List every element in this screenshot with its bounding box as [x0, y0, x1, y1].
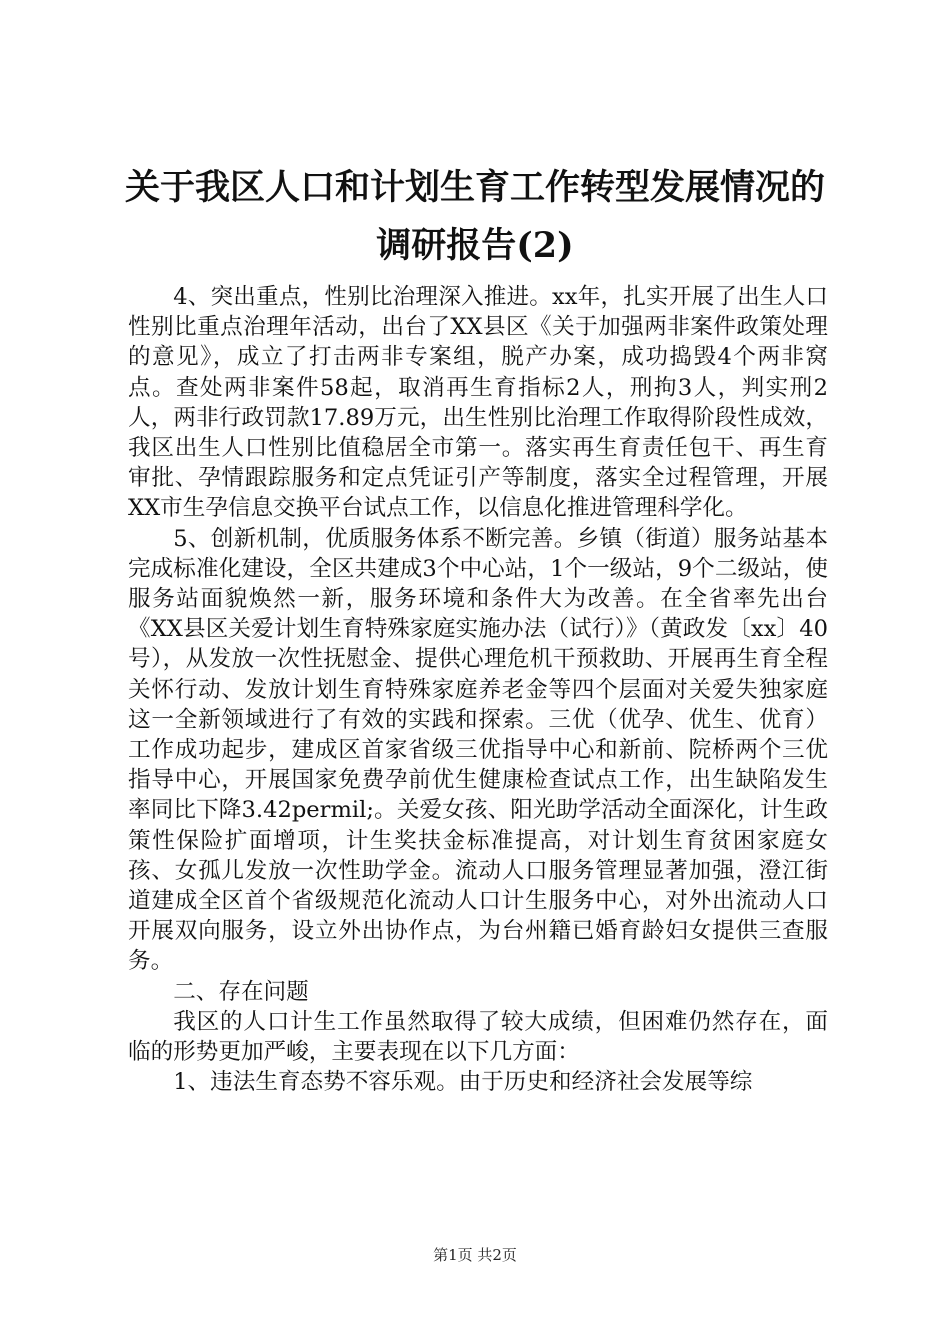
page-footer: 第1页 共2页 — [433, 1246, 517, 1264]
paragraph-problem-1: 1、违法生育态势不容乐观。由于历史和经济社会发展等综 — [173, 1069, 753, 1096]
section-heading-problems: 二、存在问题 — [173, 978, 309, 1005]
paragraph-problems-intro: 我区的人口计生工作虽然取得了较大成绩，但困难仍然存在，面临的形势更加严峻，主要表现在以下几方面： — [128, 1008, 828, 1066]
document-title-line-1: 关于我区人口和计划生育工作转型发展情况的 — [124, 167, 825, 208]
document-body — [128, 282, 828, 1097]
document-title-line-2: 调研报告(2) — [376, 225, 574, 266]
paragraph-section-5: 5、创新机制，优质服务体系不断完善。乡镇（街道）服务站基本完成标准化建设，全区共建成3个中心站，1个一级站，9个二级站，使服务站面貌焕然一新，服务环境和条件大为改善。在全省率先出台《XX县区关爱计划生育特殊家庭实施办法（试行）》（黄政发〔xx〕40号），从发放一次性抚慰金、提供心理危机干预救助、开展再生育全程关怀行动、发放计划生育特殊家庭养老金等四个层面对关爱失独家庭这一全新领域进行了有效的实践和探索。三优（优孕、优生、优育）工作成功起步，建成区首家省级三优指导中心和新前、院桥两个三优指导中心，开展国家免费孕前优生健康检查试点工作，出生缺陷发生率同比下降3.42permil;。关爱女孩、阳光助学活动全面深化，计生政策性保险扩面增项，计生奖扶金标准提高，对计划生育贫困家庭女孩、女孤儿发放一次性助学金。流动人口服务管理显著加强，澄江街道建成全区首个省级规范化流动人口计生服务中心，对外出流动人口开展双向服务，设立外出协作点，为台州籍已婚育龄妇女提供三查服务。 — [128, 525, 828, 975]
paragraph-section-4: 4、突出重点，性别比治理深入推进。xx年，扎实开展了出生人口性别比重点治理年活动，出台了XX县区《关于加强两非案件政策处理的意见》，成立了打击两非专案组，脱产办案，成功捣毁4个两非窝点。查处两非案件58起，取消再生育指标2人，刑拘3人，判实刑2人，两非行政罚款17.89万元，出生性别比治理工作取得阶段性成效，我区出生人口性别比值稳居全市第一。落实再生育责任包干、再生育审批、孕情跟踪服务和定点凭证引产等制度，落实全过程管理，开展XX市生孕信息交换平台试点工作，以信息化推进管理科学化。 — [128, 284, 828, 522]
